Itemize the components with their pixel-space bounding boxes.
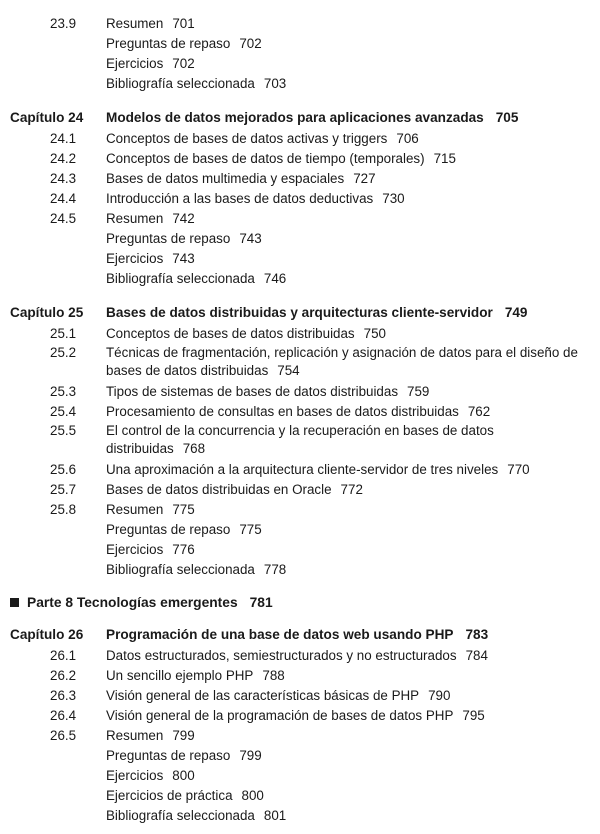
- toc-entry[interactable]: [0, 229, 600, 249]
- toc-block: [0, 107, 600, 289]
- section-page-number: 715: [433, 151, 456, 166]
- chapter-title-text: Programación de una base de datos web usando PHP: [106, 627, 454, 642]
- section-title: [106, 74, 600, 94]
- section-title: [106, 480, 600, 500]
- section-title-text: Preguntas de repaso: [106, 36, 231, 51]
- section-number: 24.2: [50, 151, 77, 166]
- chapter-page-number: 705: [495, 110, 519, 125]
- chapter-heading: [0, 107, 600, 129]
- section-number: 25.3: [50, 384, 77, 399]
- toc-entry[interactable]: [0, 422, 600, 460]
- section-page-number: 784: [465, 648, 488, 663]
- section-title-text: Una aproximación a la arquitectura cliente-servidor de tres niveles: [106, 462, 499, 477]
- section-title-text: Resumen: [106, 502, 164, 517]
- section-number: 24.4: [50, 191, 77, 206]
- section-title-text: Resumen: [106, 728, 164, 743]
- section-page-number: 778: [263, 562, 287, 577]
- section-title-text: Bases de datos multimedia y espaciales: [106, 171, 345, 186]
- section-page-number: 795: [462, 708, 485, 723]
- toc-entry[interactable]: [0, 560, 600, 580]
- chapter-title: [106, 107, 600, 129]
- section-page-number: 742: [172, 211, 195, 226]
- toc-entry[interactable]: [0, 686, 600, 706]
- section-page-number: 790: [428, 688, 451, 703]
- section-page-number: 701: [172, 16, 195, 31]
- section-title: [106, 382, 600, 402]
- section-number: 26.2: [50, 668, 77, 683]
- section-title: [106, 666, 600, 686]
- section-number: 25.2: [50, 345, 77, 360]
- section-page-number: 702: [172, 56, 195, 71]
- section-title: [106, 706, 600, 726]
- section-title-text: Preguntas de repaso: [106, 748, 231, 763]
- toc-entry[interactable]: [0, 540, 600, 560]
- toc-entry[interactable]: [0, 806, 600, 826]
- toc-entry[interactable]: [0, 402, 600, 422]
- section-page-number: 799: [239, 748, 262, 763]
- section-page-number: 768: [182, 441, 206, 456]
- section-title: [106, 460, 600, 480]
- chapter-label: Capítulo 24: [10, 110, 84, 125]
- section-page-number: 770: [507, 462, 530, 477]
- toc-entry[interactable]: [0, 746, 600, 766]
- section-page-number: 703: [263, 76, 287, 91]
- section-page-number: 762: [467, 404, 491, 419]
- section-title: [106, 324, 600, 344]
- section-title-text: Introducción a las bases de datos deductivas: [106, 191, 374, 206]
- section-title-text: Conceptos de bases de datos distribuidas: [106, 326, 355, 341]
- section-page-number: 788: [262, 668, 285, 683]
- section-title-text: Bibliografía seleccionada: [106, 76, 255, 91]
- toc-entry[interactable]: [0, 646, 600, 666]
- section-title: [106, 726, 600, 746]
- toc-entry[interactable]: [0, 382, 600, 402]
- section-title-text: Resumen: [106, 16, 164, 31]
- section-title-text: Tipos de sistemas de bases de datos distribuidas: [106, 384, 399, 399]
- chapter-label: Capítulo 25: [10, 305, 84, 320]
- section-number: 25.7: [50, 482, 77, 497]
- section-title: [106, 229, 600, 249]
- section-title: [106, 269, 600, 289]
- section-title-text: Bibliografía seleccionada: [106, 271, 255, 286]
- toc-entry[interactable]: [0, 249, 600, 269]
- chapter-page-number: 749: [504, 305, 528, 320]
- section-title-text: Conceptos de bases de datos de tiempo (temporales): [106, 151, 425, 166]
- section-title: [106, 189, 600, 209]
- section-page-number: 800: [172, 768, 195, 783]
- chapter-label: Capítulo 26: [10, 627, 84, 642]
- section-number: 25.5: [50, 423, 77, 438]
- section-title: [106, 249, 600, 269]
- section-number: 26.3: [50, 688, 77, 703]
- toc-entry[interactable]: [0, 14, 600, 34]
- section-number: 25.6: [50, 462, 77, 477]
- section-number: 23.9: [50, 16, 77, 31]
- section-title-text: Resumen: [106, 211, 164, 226]
- section-title: [106, 422, 600, 458]
- section-title-text: Conceptos de bases de datos activas y triggers: [106, 131, 388, 146]
- section-page-number: 706: [396, 131, 419, 146]
- section-page-number: 776: [172, 542, 195, 557]
- section-page-number: 727: [353, 171, 376, 186]
- toc-entry[interactable]: [0, 149, 600, 169]
- part-page-number: 781: [249, 595, 273, 610]
- section-title: [106, 500, 600, 520]
- section-number: 25.8: [50, 502, 77, 517]
- section-title: [106, 766, 600, 786]
- chapter-title-text: Bases de datos distribuidas y arquitecturas cliente-servidor: [106, 305, 493, 320]
- chapter-page-number: 783: [465, 627, 489, 642]
- section-title: [106, 54, 600, 74]
- section-title-text: Ejercicios de práctica: [106, 788, 233, 803]
- section-number: 26.5: [50, 728, 77, 743]
- section-title: [106, 686, 600, 706]
- section-title: [106, 520, 600, 540]
- section-title-text: Bibliografía seleccionada: [106, 808, 255, 823]
- section-page-number: 754: [277, 363, 300, 378]
- toc-entry[interactable]: [0, 520, 600, 540]
- chapter-title: [106, 302, 600, 324]
- section-page-number: 743: [172, 251, 195, 266]
- chapter-heading: [0, 302, 600, 324]
- toc-entry[interactable]: [0, 269, 600, 289]
- toc-entry[interactable]: [0, 324, 600, 344]
- chapter-title: [106, 624, 600, 646]
- toc-entry[interactable]: [0, 500, 600, 520]
- toc-entry[interactable]: [0, 169, 600, 189]
- toc-entry[interactable]: [0, 344, 600, 382]
- toc-entry[interactable]: [0, 189, 600, 209]
- section-page-number: 743: [239, 231, 262, 246]
- section-number: 26.1: [50, 648, 77, 663]
- toc-block: [0, 14, 600, 94]
- chapter-heading: [0, 624, 600, 646]
- toc-entry[interactable]: [0, 460, 600, 480]
- section-number: 24.1: [50, 131, 77, 146]
- section-page-number: 759: [407, 384, 430, 399]
- section-title-text: Visión general de las características básicas de PHP: [106, 688, 420, 703]
- section-page-number: 800: [241, 788, 264, 803]
- section-title: [106, 14, 600, 34]
- section-title-text: Bibliografía seleccionada: [106, 562, 255, 577]
- section-title: [106, 786, 600, 806]
- section-title-text: Un sencillo ejemplo PHP: [106, 668, 254, 683]
- section-title: [106, 149, 600, 169]
- toc-entry[interactable]: [0, 54, 600, 74]
- part-title: [27, 592, 600, 614]
- toc-entry[interactable]: [0, 726, 600, 746]
- section-title: [106, 169, 600, 189]
- section-title: [106, 209, 600, 229]
- section-page-number: 746: [263, 271, 287, 286]
- section-title: [106, 806, 600, 826]
- toc-entry[interactable]: [0, 766, 600, 786]
- section-page-number: 801: [263, 808, 287, 823]
- section-title: [106, 540, 600, 560]
- section-title-text: Visión general de la programación de bases de datos PHP: [106, 708, 454, 723]
- section-page-number: 775: [172, 502, 195, 517]
- toc-entry[interactable]: [0, 786, 600, 806]
- section-title-text: Preguntas de repaso: [106, 522, 231, 537]
- section-page-number: 702: [239, 36, 262, 51]
- section-title-text: Ejercicios: [106, 251, 164, 266]
- section-title-text: Datos estructurados, semiestructurados y no estructurados: [106, 648, 457, 663]
- section-page-number: 730: [382, 191, 405, 206]
- toc-entry[interactable]: [0, 706, 600, 726]
- part-title-text: Parte 8 Tecnologías emergentes: [27, 595, 238, 610]
- chapter-title-text: Modelos de datos mejorados para aplicaciones avanzadas: [106, 110, 484, 125]
- toc-entry[interactable]: [0, 74, 600, 94]
- toc-block: [0, 302, 600, 580]
- section-title: [106, 646, 600, 666]
- section-page-number: 750: [363, 326, 386, 341]
- section-title-text: Preguntas de repaso: [106, 231, 231, 246]
- toc-block: [0, 592, 600, 614]
- toc-entry[interactable]: [0, 34, 600, 54]
- section-number: 26.4: [50, 708, 77, 723]
- section-title-text: Ejercicios: [106, 768, 164, 783]
- section-title-text: Bases de datos distribuidas en Oracle: [106, 482, 332, 497]
- square-bullet-icon: [10, 598, 19, 607]
- toc-entry[interactable]: [0, 666, 600, 686]
- section-number: 25.4: [50, 404, 77, 419]
- toc-block: [0, 624, 600, 826]
- section-number: 24.5: [50, 211, 77, 226]
- part-heading: [0, 592, 600, 614]
- section-title: [106, 34, 600, 54]
- section-number: 25.1: [50, 326, 77, 341]
- section-number: 24.3: [50, 171, 77, 186]
- toc-entry[interactable]: [0, 209, 600, 229]
- section-title: [106, 129, 600, 149]
- toc-entry[interactable]: [0, 480, 600, 500]
- section-title-text: Ejercicios: [106, 542, 164, 557]
- section-title: [106, 560, 600, 580]
- section-title-text: Ejercicios: [106, 56, 164, 71]
- section-title: [106, 746, 600, 766]
- section-title: [106, 402, 600, 422]
- section-title-text: Técnicas de fragmentación, replicación y asignación de datos para el diseño de bases de datos distribuidas: [106, 345, 578, 378]
- section-title-text: El control de la concurrencia y la recuperación en bases de datos distribuidas: [106, 423, 494, 456]
- section-title-text: Procesamiento de consultas en bases de datos distribuidas: [106, 404, 459, 419]
- section-page-number: 772: [340, 482, 363, 497]
- section-title: [106, 344, 600, 380]
- section-page-number: 775: [239, 522, 262, 537]
- section-page-number: 799: [172, 728, 195, 743]
- toc-entry[interactable]: [0, 129, 600, 149]
